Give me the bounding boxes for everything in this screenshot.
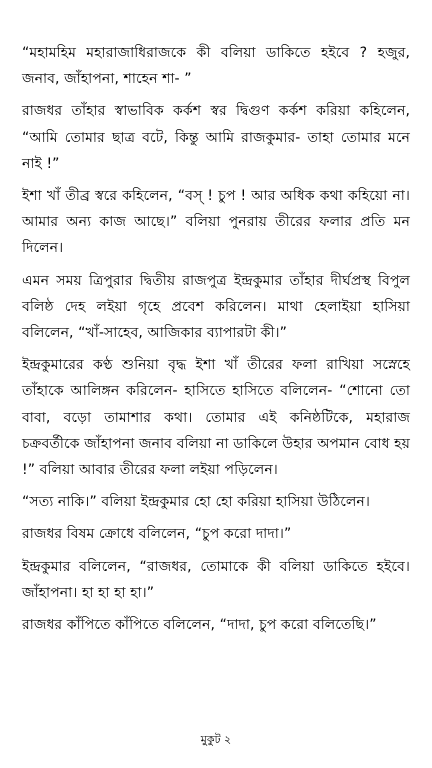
paragraph-7: রাজধর বিষম ক্রোধে বলিলেন, “চুপ করো দাদা।” xyxy=(22,526,292,543)
paragraph-6: “সত্য নাকি।” বলিয়া ইন্দ্রকুমার হো হো করিয়া হাসিয়া উঠিলেন। xyxy=(22,494,370,511)
paragraph-5: ইন্দ্রকুমারের কণ্ঠ শুনিয়া বৃদ্ধ ইশা খাঁ তীরের ফলা রাখিয়া সস্নেহে তাঁহাকে আলিঙ্গন করিলেন- হাসিতে হাসিতে বলিলেন- “শোনো তো বাবা, বড়ো তামাশার কথা। তোমার এই কনিষ্ঠটিকে, মহারাজ চক্রবর্তীকে জাঁহাপনা জনাব বলিয়া না ডাকিলে উহার অপমান বোধ হয় !” বলিয়া আবার তীরের ফলা লইয়া পড়িলেন। xyxy=(22,357,410,479)
paragraph-1: “মহামহিম মহারাজাধিরাজকে কী বলিয়া ডাকিতে হইবে ? হজুর, জনাব, জাঁহাপনা, শাহেন শা- ” xyxy=(22,45,410,88)
paragraph-8: ইন্দ্রকুমার বলিলেন, “রাজধর, তোমাকে কী বলিয়া ডাকিতে হইবে। জাঁহাপনা। হা হা হা হা।” xyxy=(22,558,410,601)
paragraph-2: রাজধর তাঁহার স্বাভাবিক কর্কশ স্বর দ্বিগুণ কর্কশ করিয়া কহিলেন, “আমি তোমার ছাত্র বটে, কিন্তু আমি রাজকুমার- তাহা তোমার মনে নাই !” xyxy=(22,103,410,172)
paragraph-3: ইশা খাঁ তীব্র স্বরে কহিলেন, “বস্ ! চুপ ! আর অধিক কথা কহিয়ো না। আমার অন্য কাজ আছে।” বলিয়া পুনরায় তীরের ফলার প্রতি মন দিলেন। xyxy=(22,188,410,257)
page-footer: মুকুট ২ xyxy=(200,733,232,746)
body-text xyxy=(22,40,410,638)
paragraph-9: রাজধর কাঁপিতে কাঁপিতে বলিলেন, “দাদা, চুপ করো বলিতেছি।” xyxy=(22,617,377,634)
paragraph-4: এমন সময় ত্রিপুরার দ্বিতীয় রাজপুত্র ইন্দ্রকুমার তাঁহার দীর্ঘপ্রস্থ বিপুল বলিষ্ঠ দেহ লইয়া গৃহে প্রবেশ করিলেন। মাথা হেলাইয়া হাসিয়া বলিলেন, “খাঁ-সাহেব, আজিকার ব্যাপারটা কী।” xyxy=(22,272,410,342)
